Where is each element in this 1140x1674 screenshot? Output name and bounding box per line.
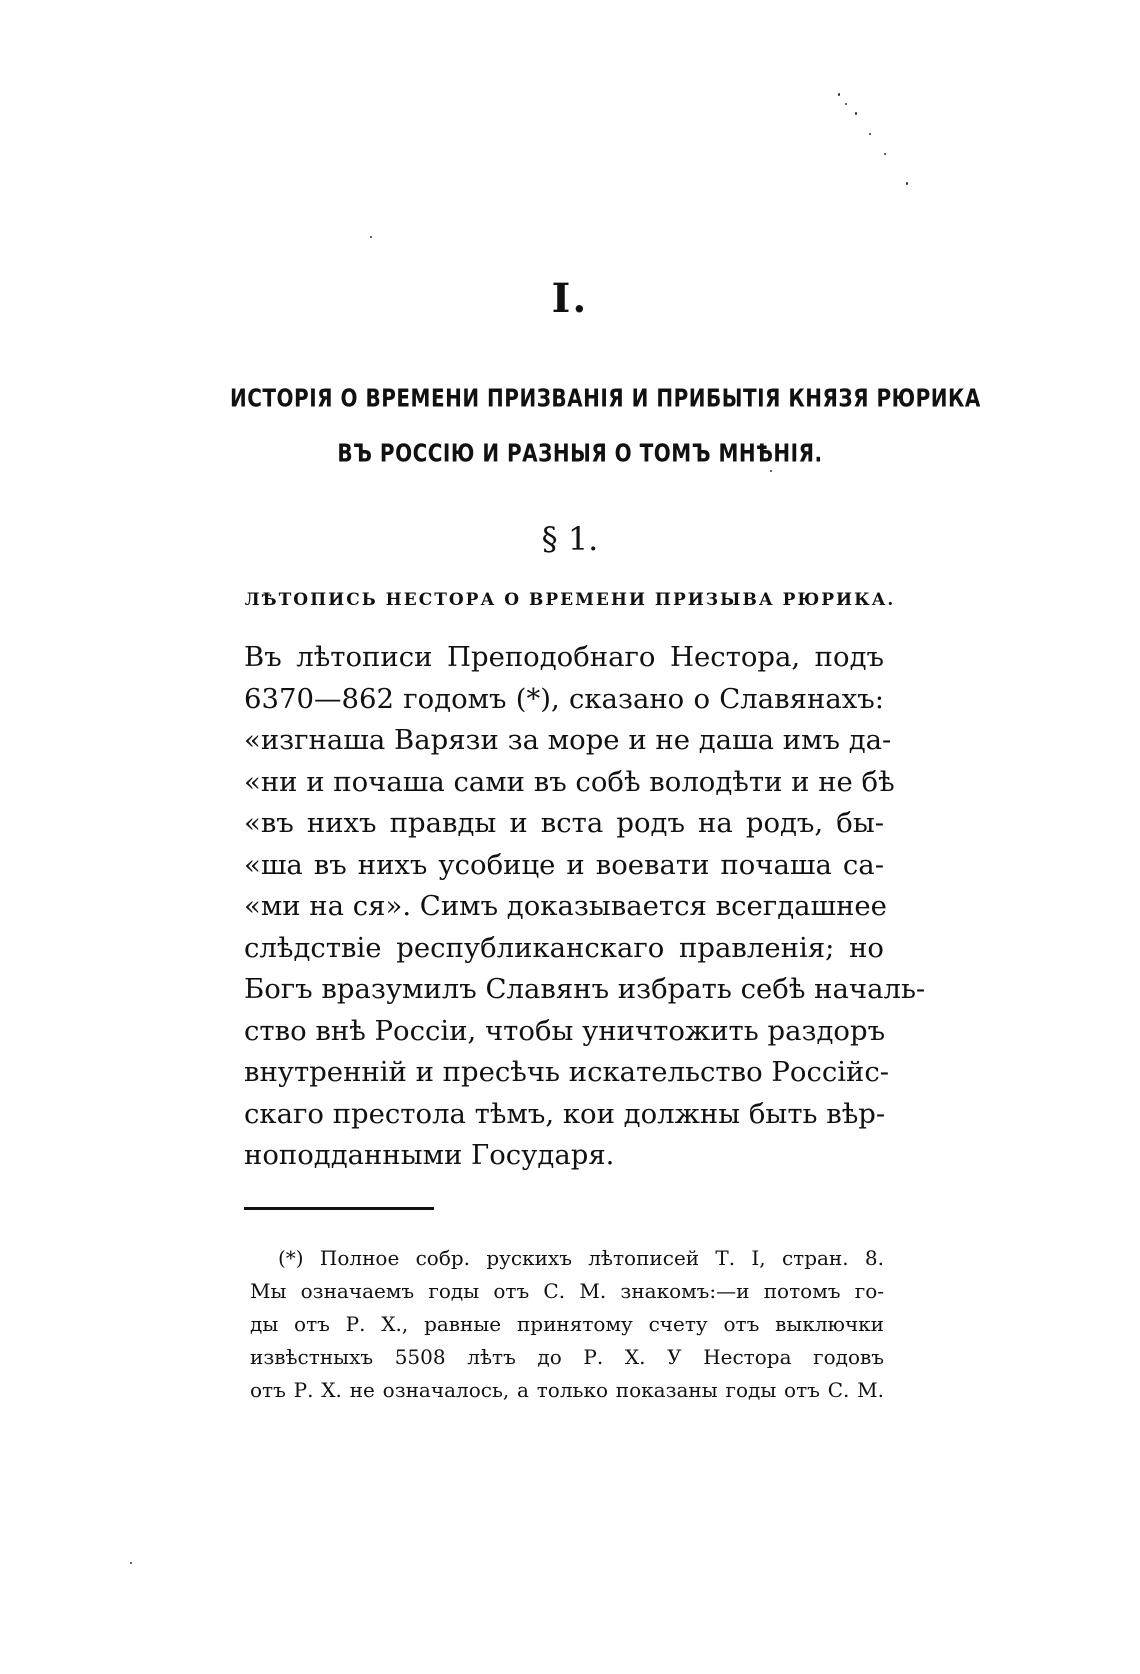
scan-speck	[845, 103, 847, 105]
chapter-title-line: ВЪ РОССІЮ И РАЗНЫЯ О ТОМЪ МНѢНІЯ.	[337, 437, 823, 468]
text-line: «ша въ нихъ усобице и воевати почаша са-	[244, 848, 884, 881]
footnote-divider	[244, 1207, 434, 1210]
scan-speck	[855, 112, 857, 115]
footnote-line: Мы означаемъ годы отъ С. М. знакомъ:—и потомъ го-	[250, 1279, 884, 1303]
scan-speck	[906, 182, 908, 185]
section-title: ЛѢТОПИСЬ НЕСТОРА О ВРЕМЕНИ ПРИЗЫВА РЮРИКА.	[244, 590, 896, 610]
text-line: внутренній и пресѣчь искательство Россійс-	[244, 1056, 890, 1088]
text-line: скаго престола тѣмъ, кои должны быть вѣр-	[244, 1097, 886, 1130]
scan-speck	[130, 1562, 132, 1564]
footnote-line: отъ Р. Х. не означалось, а только показаны годы отъ С. М.	[250, 1378, 884, 1402]
chapter-title-line: ИСТОРІЯ О ВРЕМЕНИ ПРИЗВАНІЯ И ПРИБЫТІЯ КНЯЗЯ РЮРИКА	[230, 382, 981, 413]
chapter-number: I.	[551, 275, 589, 322]
text-line: «изгнаша Варязи за море и не даша имъ да-	[244, 724, 892, 756]
footnote-line: ды отъ Р. Х., равные принятому счету отъ выключки	[250, 1312, 884, 1336]
footnote	[250, 1242, 884, 1407]
footnote-line: извѣстныхъ 5508 лѣтъ до Р. Х. У Нестора годовъ	[250, 1345, 884, 1369]
scan-speck	[838, 93, 840, 96]
scan-speck	[370, 236, 372, 238]
body-paragraph	[244, 637, 926, 1177]
scan-speck	[884, 153, 886, 155]
scan-speck	[869, 133, 871, 135]
text-line: слѣдствіе республиканскаго правленія; но	[244, 931, 884, 964]
text-line: 6370—862 годомъ (*), сказано о Славянахъ:	[244, 682, 884, 715]
section-number: § 1.	[541, 520, 599, 558]
text-line: ноподданными Государя.	[244, 1139, 615, 1171]
text-line: Богъ вразумилъ Славянъ избрать себѣ началь-	[244, 973, 926, 1005]
text-line: «ми на ся». Симъ доказывается всегдашнее	[244, 890, 887, 922]
chapter-title	[230, 370, 981, 480]
text-line: «въ нихъ правды и вста родъ на родъ, бы-	[244, 807, 884, 839]
text-line: «ни и почаша сами въ собѣ володѣти и не бѣ	[244, 765, 895, 798]
footnote-line: (*) Полное собр. рускихъ лѣтописей Т. I, стран. 8.	[278, 1246, 884, 1270]
text-line: ство внѣ Россіи, чтобы уничтожить раздоръ	[244, 1014, 886, 1047]
text-line: Въ лѣтописи Преподобнаго Нестора, подъ	[244, 641, 884, 673]
